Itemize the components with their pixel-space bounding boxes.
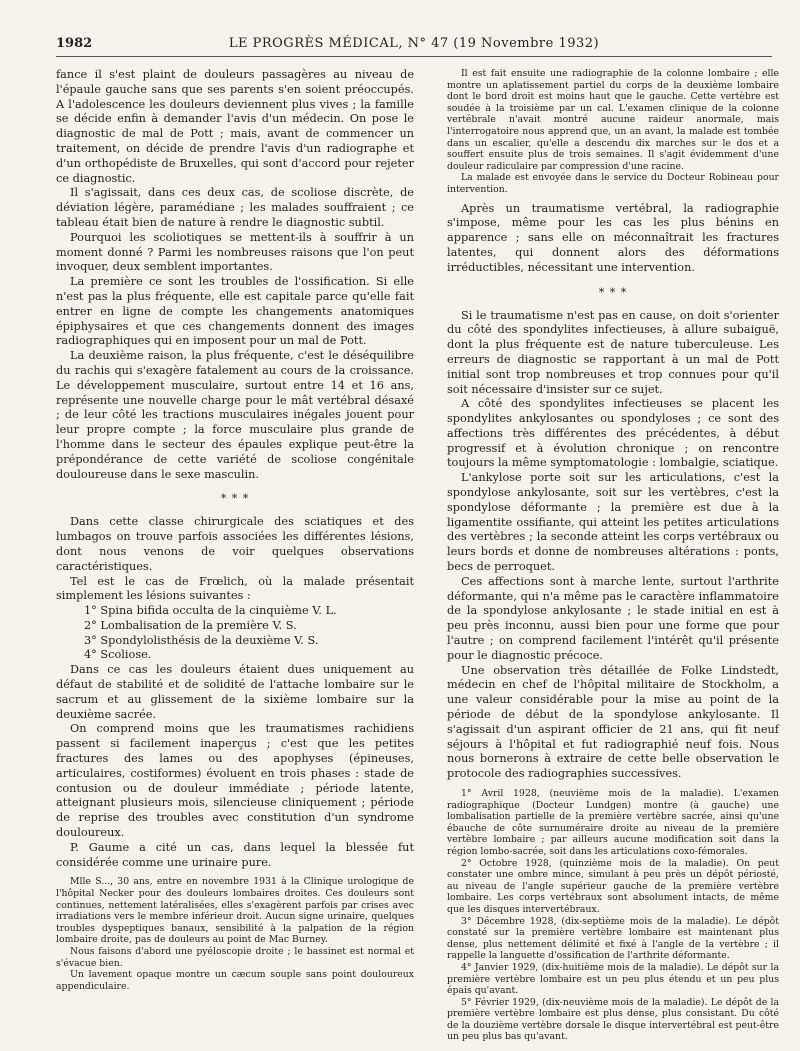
radiograph-entry: 4° Janvier 1929, (dix-huitième mois de la maladie). Le dépôt sur la première vertèbre lombaire est un peu plus étendu et un peu plus épais qu'avant. xyxy=(447,961,779,997)
list-item: 1° Spina bifida occulta de la cinquième V. L. xyxy=(84,604,337,618)
left-column xyxy=(56,68,414,1021)
paragraph: Une observation très détaillée de Folke Lindstedt, médecin en chef de l'hôpital militaire de Stockholm, a une valeur considérable pour la mise au point de la période de début de la spondylose ankylosante. Il s'agissait d'un aspirant officier de 21 ans, qui fit neuf séjours à l'hôpital et fut radiographié neuf fois. Nous nous bornerons à extraire de cette belle observation le protocole des radiographies successives. xyxy=(447,663,779,781)
section-separator: * * * xyxy=(598,285,628,299)
radiograph-entry: 2° Octobre 1928, (quinzième mois de la maladie). On peut constater une ombre mince, simulant à peu près un dépôt périosté, au niveau de l'angle supérieur gauche de la première vertèbre lombaire. Les corps vertébraux sont absolument intacts, de même que les disques intervertébraux. xyxy=(447,857,779,915)
paragraph: La deuxième raison, la plus fréquente, c'est le déséquilibre du rachis qui s'exagère fatalement au cours de la croissance. Le développement musculaire, surtout entre 14 et 16 ans, représente une nouvelle charge pour le mât vertébral désaxé ; de leur côté les tractions musculaires inégales jouent pour leur propre compte ; la force musculaire plus grande de l'homme dans le secteur des épaules explique peut-être la prépondérance de cette variété de scoliose congénitale douloureuse dans le sexe masculin. xyxy=(56,349,414,481)
paragraph: fance il s'est plaint de douleurs passagères au niveau de l'épaule gauche sans que ses parents s'en soient préoccupés. A l'adolescence les douleurs deviennent plus vives ; la famille se décide enfin à demander l'avis d'un médecin. On pose le diagnostic de mal de Pott ; mais, avant de commencer un traitement, on décide de prendre l'avis d'un radiographe et d'un orthopédiste de Bruxelles, qui sont d'accord pour rejeter ce diagnostic. xyxy=(56,68,414,185)
case-note: La malade est envoyée dans le service du Docteur Robineau pour intervention. xyxy=(447,172,779,195)
paragraph: Après un traumatisme vertébral, la radiographie s'impose, même pour les cas les plus bénins en apparence ; sans elle on méconnaîtrait les fractures latentes, qui donnent alors des déformations irréductibles, nécessitant une intervention. xyxy=(447,201,779,274)
paragraph: Ces affections sont à marche lente, surtout l'arthrite déformante, qui n'a même pas le caractère inflammatoire de la spondylose ankylosante ; le stade initial en est à peu près inconnu, aussi bien pour une forme que pour l'autre ; on comprend facilement l'intérêt qu'il présente pour le diagnostic précoce. xyxy=(447,574,779,662)
right-column xyxy=(447,68,779,1043)
paragraph: Dans ce cas les douleurs étaient dues uniquement au défaut de stabilité et de solidité de l'attache lombaire sur le sacrum et au glissement de la sixième lombaire sur la deuxième sacrée. xyxy=(56,663,414,721)
paragraph: A côté des spondylites infectieuses se placent les spondylites ankylosantes ou spondyloses ; ce sont des affections très différentes des précédentes, à début progressif et à évolution chronique ; on rencontre toujours la même symptomatologie : lombalgie, sciatique. xyxy=(447,397,779,470)
paragraph: Dans cette classe chirurgicale des sciatiques et des lumbagos on trouve parfois associées les différentes lésions, dont nous venons de voir quelques observations caractéristiques. xyxy=(56,515,414,573)
paragraph: Il s'agissait, dans ces deux cas, de scoliose discrète, de déviation légère, paramédiane ; les malades souffraient ; ce tableau était bien de nature à rendre le diagnostic subtil. xyxy=(56,186,414,229)
case-note: Un lavement opaque montre un cæcum souple sans point douloureux appendiculaire. xyxy=(56,969,414,992)
paragraph: P. Gaume a cité un cas, dans lequel la blessée fut considérée comme une urinaire pure. xyxy=(56,840,414,869)
radiograph-entry: 3° Décembre 1928, (dix-septième mois de la maladie). Le dépôt constaté sur la première vertèbre lombaire est maintenant plus dense, plus nettement délimité et fixé à l'angle de la vertèbre ; il rappelle la languette d'ossification de l'arthrite déformante. xyxy=(447,915,779,962)
paragraph: Tel est le cas de Frœlich, où la malade présentait simplement les lésions suivantes : xyxy=(56,574,414,603)
page-header xyxy=(56,34,772,57)
paragraph: Pourquoi les scoliotiques se mettent-ils à souffrir à un moment donné ? Parmi les nombreuses raisons que l'on peut invoquer, deux semblent importantes. xyxy=(56,230,414,274)
case-note: Il est fait ensuite une radiographie de la colonne lombaire ; elle montre un aplatissement partiel du corps de la deuxième lombaire dont le bord droit est moins haut que le gauche. Cette vertèbre est soudée à la troisième par un cal. L'examen clinique de la colonne vertébrale n'avait montré aucune raideur anormale, mais l'interrogatoire nous apprend que, un an avant, la malade est tombée dans un escalier, qu'elle a descendu dix marches sur le dos et a souffert ensuite plus de trois semaines. Il s'agit évidemment d'une douleur radiculaire par compression d'une racine. xyxy=(447,68,779,172)
paragraph: La première ce sont les troubles de l'ossification. Si elle n'est pas la plus fréquente, elle est capitale parce qu'elle fait entrer en ligne de compte les changements anatomiques épiphysaires et que ces changements donnent des images radiographiques qui en imposent pour un mal de Pott. xyxy=(56,275,414,348)
list-item: 4° Scoliose. xyxy=(84,648,152,662)
list-item: 2° Lombalisation de la première V. S. xyxy=(84,618,297,632)
paragraph: Si le traumatisme n'est pas en cause, on doit s'orienter du côté des spondylites infectieuses, à allure subaiguë, dont la plus fréquente est de nature tuberculeuse. Les erreurs de diagnostic se rapportant à un mal de Pott initial sont trop nombreuses et trop connues pour qu'il soit nécessaire d'insister sur ce sujet. xyxy=(447,308,779,396)
running-title: LE PROGRÈS MÉDICAL, N° 47 (19 Novembre 1932) xyxy=(228,36,600,51)
radiograph-entry: 5° Février 1929, (dix-neuvième mois de la maladie). Le dépôt de la première vertèbre lombaire est plus dense, plus consistant. Du côté de la douzième vertèbre dorsale le disque intervertébral est peut-être un peu plus bas qu'avant. xyxy=(447,996,779,1043)
paragraph: L'ankylose porte soit sur les articulations, c'est la spondylose ankylosante, soit sur les vertèbres, c'est la spondylose déformante ; la première est due à la ligamentite ossifiante, qui atteint les petites articulations des vertèbres ; la seconde atteint les corps vertébraux ou leurs bords et donne de nombreuses altérations : ponts, becs de perroquet. xyxy=(447,471,779,574)
paragraph: On comprend moins que les traumatismes rachidiens passent si facilement inaperçus ; c'est que les petites fractures des lames ou des apophyses (épineuses, articulaires, costiformes) évoluent en trois phases : stade de contusion ou de douleur immédiate ; période latente, atteignant plusieurs mois, silencieuse cliniquement ; période de reprise des troubles avec constitution d'un syndrome douloureux. xyxy=(56,722,414,840)
case-note: Mlle S..., 30 ans, entre en novembre 1931 à la Clinique urologique de l'hôpital Necker pour des douleurs lombaires droites. Ces douleurs sont continues, nettement latéralisées, elles s'exagèrent parfois par crises avec irradiations vers le membre inférieur droit. Aucun signe urinaire, quelques troubles dyspeptiques banaux, sensibilité à la palpation de la région lombaire droite, pas de douleurs au point de Mac Burney. xyxy=(56,876,414,946)
section-separator: * * * xyxy=(220,492,250,506)
radiograph-entry: 1° Avril 1928, (neuvième mois de la maladie). L'examen radiographique (Docteur Lundgen) montre (à gauche) une lombalisation partielle de la première vertèbre sacrée, ainsi qu'une ébauche de côte surnuméraire droite au niveau de la première vertèbre lombaire ; par ailleurs aucune modification soit dans la région lombo-sacrée, soit dans les articulations coxo-fémorales. xyxy=(447,788,779,857)
list-item: 3° Spondylolisthésis de la deuxième V. S. xyxy=(84,633,319,647)
case-note: Nous faisons d'abord une pyéloscopie droite ; le bassinet est normal et s'évacue bien. xyxy=(56,946,414,969)
page-number: 1982 xyxy=(56,36,93,51)
